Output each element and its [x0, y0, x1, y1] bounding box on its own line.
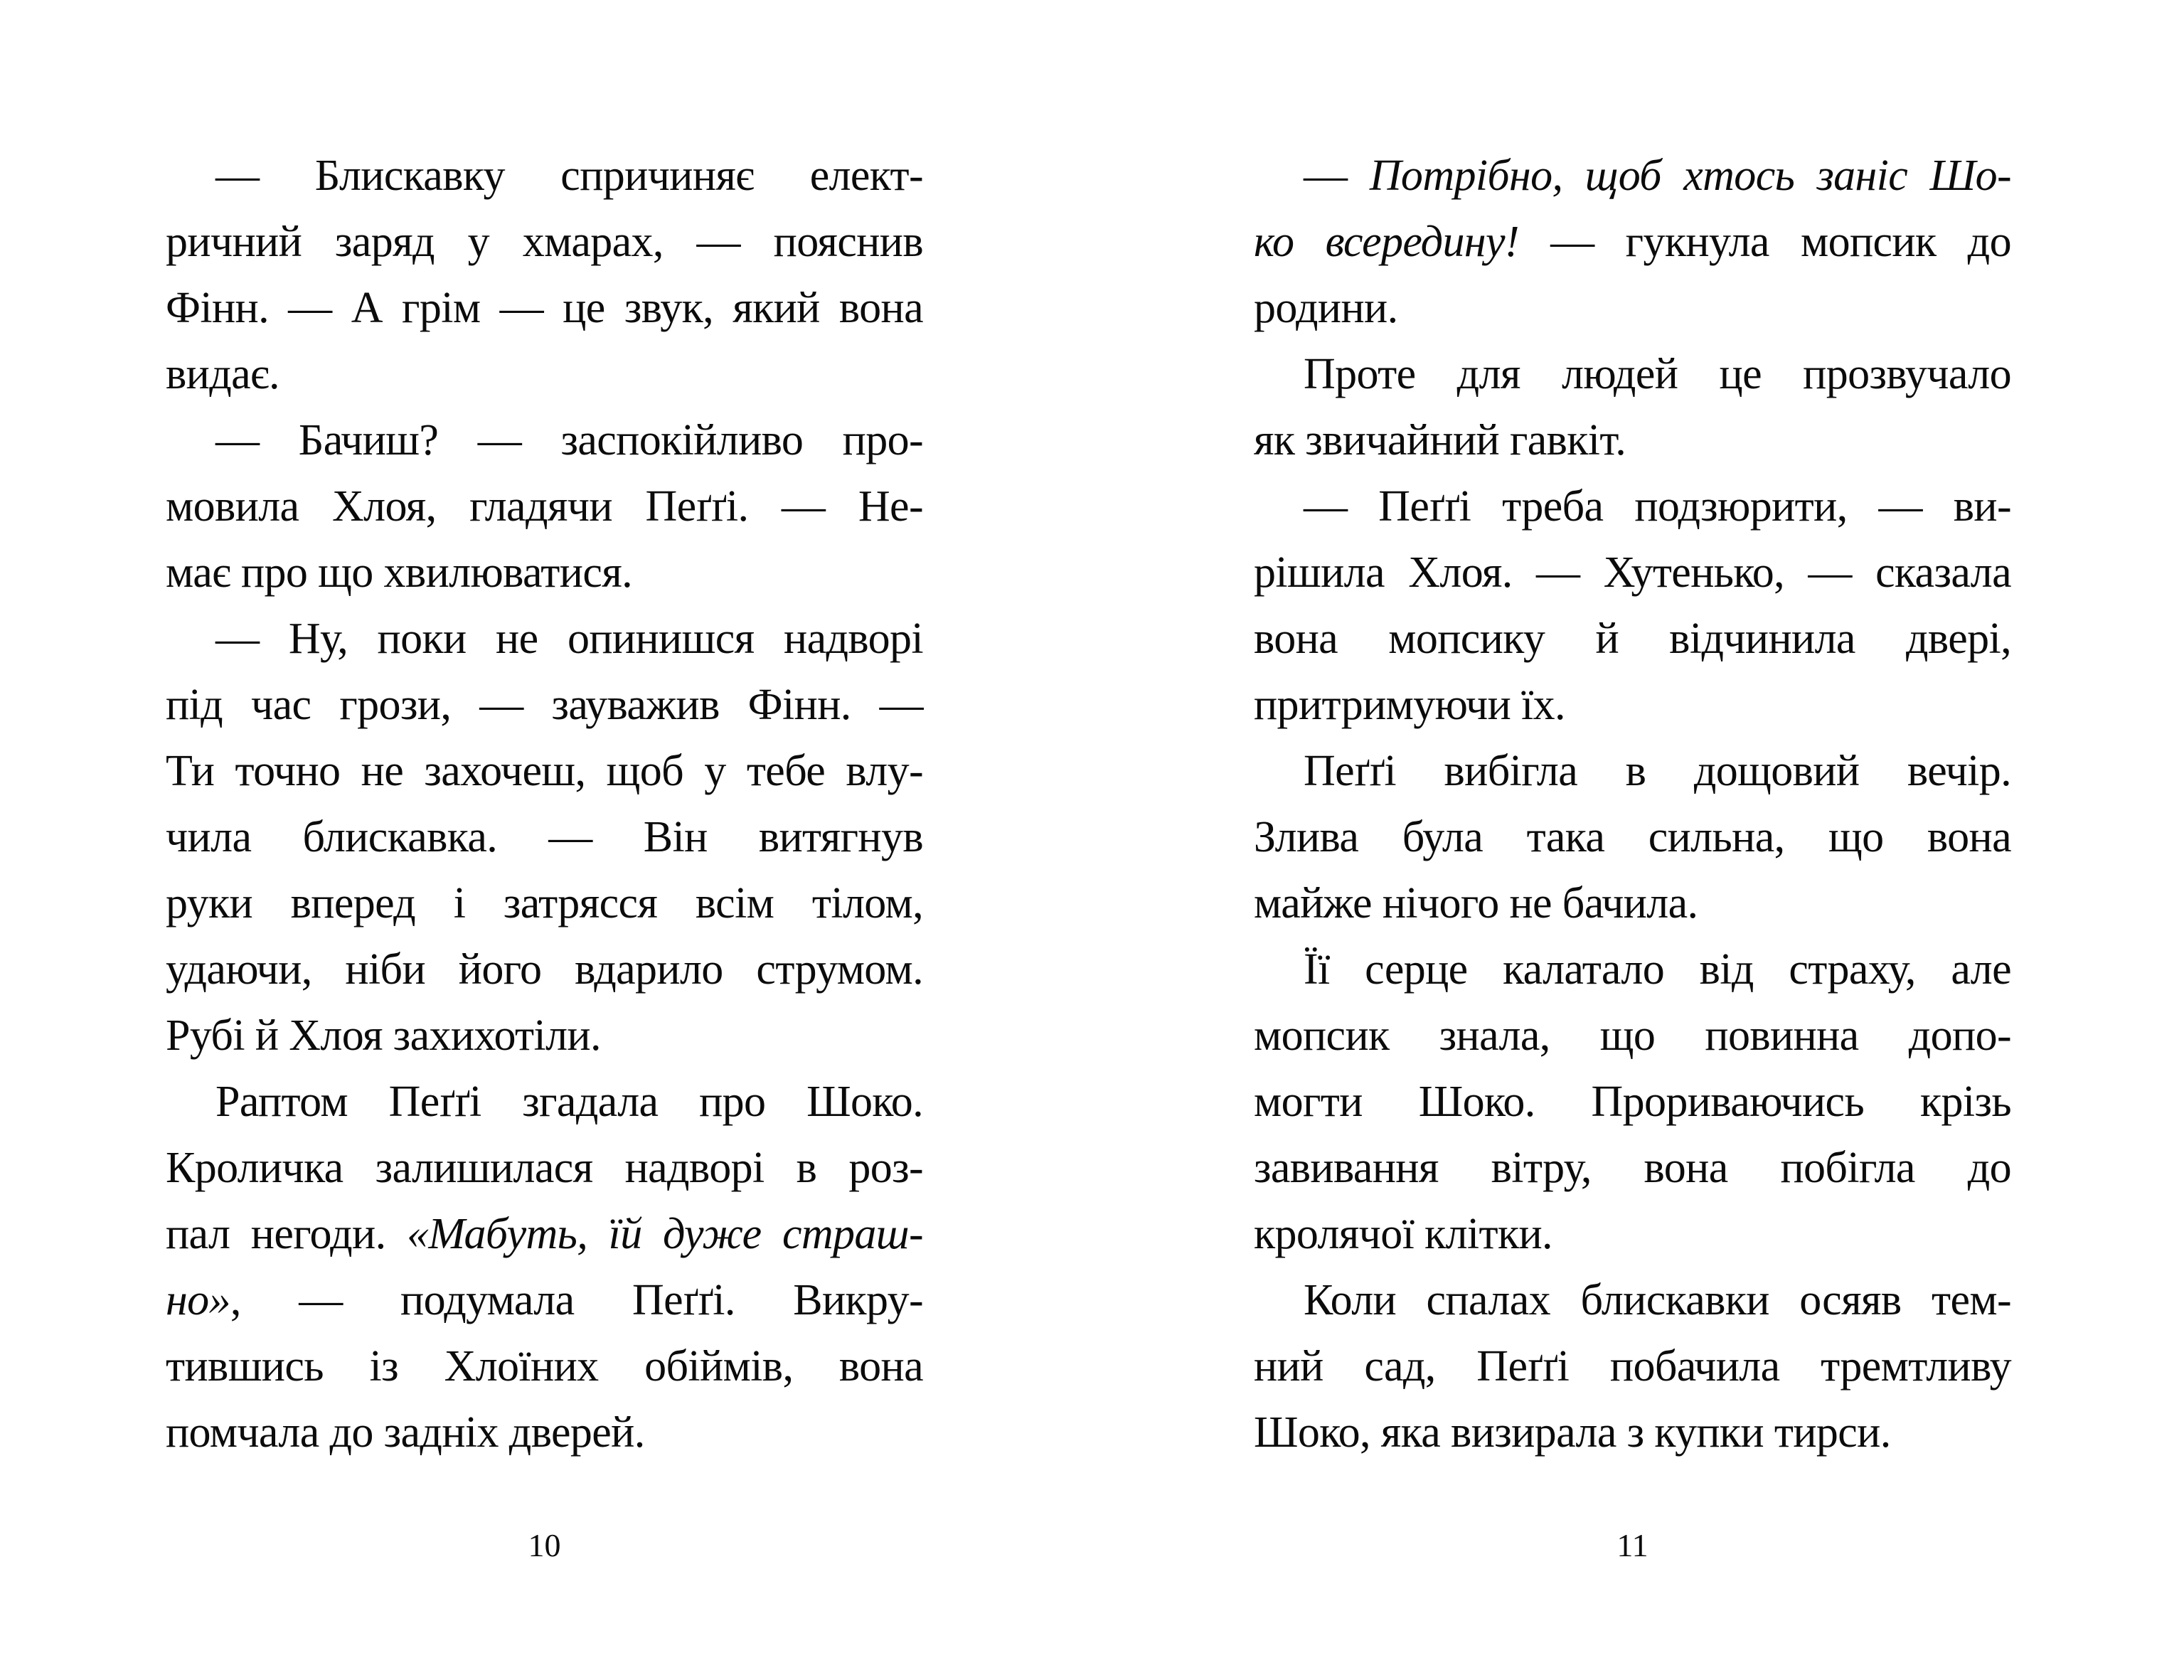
- text-segment: — Ну, поки не опинишся надворі: [215, 615, 923, 663]
- text-segment: Її серце калатало від страху, але: [1304, 945, 2011, 994]
- text-line: [1254, 275, 2011, 341]
- text-segment: Раптом Пеґґі згадала про Шоко.: [215, 1078, 923, 1126]
- text-line: [1254, 143, 2011, 209]
- text-segment: видає.: [166, 350, 279, 398]
- text-segment: кролячої клітки.: [1254, 1210, 1552, 1258]
- text-segment: Кроличка залишилася надворі в роз-: [166, 1144, 923, 1192]
- text-line: [166, 1069, 923, 1135]
- text-line: [166, 1135, 923, 1201]
- text-line: [166, 474, 923, 540]
- text-line: [1254, 209, 2011, 275]
- text-segment: Рубі й Хлоя захихотіли.: [166, 1011, 601, 1060]
- italic-text-segment: ко всередину!: [1254, 218, 1519, 266]
- text-line: [166, 1003, 923, 1069]
- text-segment: завивання вітру, вона побігла до: [1254, 1144, 2011, 1192]
- text-line: [1254, 1400, 2011, 1466]
- italic-text-segment: «Мабуть, їй дуже страш-: [406, 1210, 924, 1258]
- text-line: [166, 143, 923, 209]
- text-segment: рішила Хлоя. — Хутенько, — сказала: [1254, 548, 2011, 597]
- text-line: [1254, 341, 2011, 408]
- text-segment: могти Шоко. Прориваючись крізь: [1254, 1078, 2011, 1126]
- text-line: [1254, 474, 2011, 540]
- text-column-right: [1254, 143, 2011, 1466]
- text-segment: , — подумала Пеґґі. Викру-: [230, 1276, 923, 1324]
- text-segment: —: [1304, 151, 1370, 200]
- text-line: [1254, 1069, 2011, 1135]
- text-line: [1254, 1334, 2011, 1400]
- text-segment: Пеґґі вибігла в дощовий вечір.: [1304, 747, 2011, 795]
- text-line: [1254, 871, 2011, 937]
- text-line: [1254, 804, 2011, 871]
- text-line: [166, 871, 923, 937]
- text-segment: майже нічого не бачила.: [1254, 879, 1698, 927]
- paragraph: [1254, 143, 2011, 341]
- text-line: [166, 1334, 923, 1400]
- text-segment: Ти точно не захочеш, щоб у тебе влу-: [166, 747, 923, 795]
- text-line: [166, 408, 923, 474]
- text-line: [1254, 408, 2011, 474]
- text-segment: — гукнула мопсик до: [1518, 218, 2011, 266]
- page-number-right: 11: [1616, 1527, 1648, 1563]
- paragraph: [1254, 937, 2011, 1267]
- text-segment: ний сад, Пеґґі побачила тремтливу: [1254, 1342, 2011, 1391]
- text-line: [166, 738, 923, 804]
- italic-text-segment: но»: [166, 1276, 230, 1324]
- text-line: [166, 275, 923, 341]
- text-segment: мовила Хлоя, гладячи Пеґґі. — Не-: [166, 482, 923, 531]
- page-left: [166, 0, 923, 1680]
- text-line: [1254, 606, 2011, 672]
- text-line: [166, 1400, 923, 1466]
- text-line: [166, 341, 923, 408]
- italic-text-segment: Потрібно, щоб хтось заніс Шо-: [1369, 151, 2012, 200]
- text-line: [166, 672, 923, 738]
- text-line: [1254, 738, 2011, 804]
- text-line: [166, 937, 923, 1003]
- text-segment: тившись із Хлоїних обіймів, вона: [166, 1342, 923, 1391]
- text-line: [1254, 1003, 2011, 1069]
- page-number-left: 10: [528, 1527, 561, 1563]
- text-segment: чила блискавка. — Він витягнув: [166, 813, 923, 861]
- text-segment: Злива була така сильна, що вона: [1254, 813, 2011, 861]
- text-segment: пал негоди.: [166, 1210, 407, 1258]
- paragraph: [166, 606, 923, 1069]
- paragraph: [166, 1069, 923, 1466]
- text-segment: родини.: [1254, 284, 1398, 332]
- paragraph: [166, 408, 923, 606]
- text-line: [1254, 672, 2011, 738]
- paragraph: [1254, 474, 2011, 738]
- page-right: [1254, 0, 2011, 1680]
- text-segment: Проте для людей це прозвучало: [1304, 350, 2011, 398]
- text-line: [1254, 1267, 2011, 1334]
- text-segment: притримуючи їх.: [1254, 681, 1565, 729]
- text-segment: ричний заряд у хмарах, — пояснив: [166, 218, 923, 266]
- text-segment: — Бачиш? — заспокійливо про-: [215, 416, 923, 464]
- text-segment: удаючи, ніби його вдарило струмом.: [166, 945, 923, 994]
- text-segment: помчала до задніх дверей.: [166, 1408, 645, 1457]
- text-line: [1254, 937, 2011, 1003]
- text-line: [1254, 1201, 2011, 1267]
- text-line: [1254, 540, 2011, 606]
- text-segment: вона мопсику й відчинила двері,: [1254, 615, 2011, 663]
- paragraph: [1254, 341, 2011, 474]
- text-segment: — Блискавку спричиняє елект-: [215, 151, 923, 200]
- text-line: [166, 804, 923, 871]
- text-segment: Фінн. — А грім — це звук, який вона: [166, 284, 923, 332]
- paragraph: [1254, 738, 2011, 937]
- text-line: [166, 1267, 923, 1334]
- text-segment: під час грози, — зауважив Фінн. —: [166, 681, 923, 729]
- text-segment: Шоко, яка визирала з купки тирси.: [1254, 1408, 1891, 1457]
- text-line: [166, 606, 923, 672]
- text-segment: Коли спалах блискавки осяяв тем-: [1304, 1276, 2011, 1324]
- text-line: [166, 540, 923, 606]
- paragraph: [166, 143, 923, 408]
- text-line: [166, 1201, 923, 1267]
- text-column-left: [166, 143, 923, 1466]
- text-segment: як звичайний гавкіт.: [1254, 416, 1626, 464]
- paragraph: [1254, 1267, 2011, 1466]
- text-segment: мопсик знала, що повинна допо-: [1254, 1011, 2011, 1060]
- text-segment: — Пеґґі треба подзюрити, — ви-: [1304, 482, 2011, 531]
- text-line: [1254, 1135, 2011, 1201]
- text-segment: має про що хвилюватися.: [166, 548, 632, 597]
- text-line: [166, 209, 923, 275]
- text-segment: руки вперед і затрясся всім тілом,: [166, 879, 923, 927]
